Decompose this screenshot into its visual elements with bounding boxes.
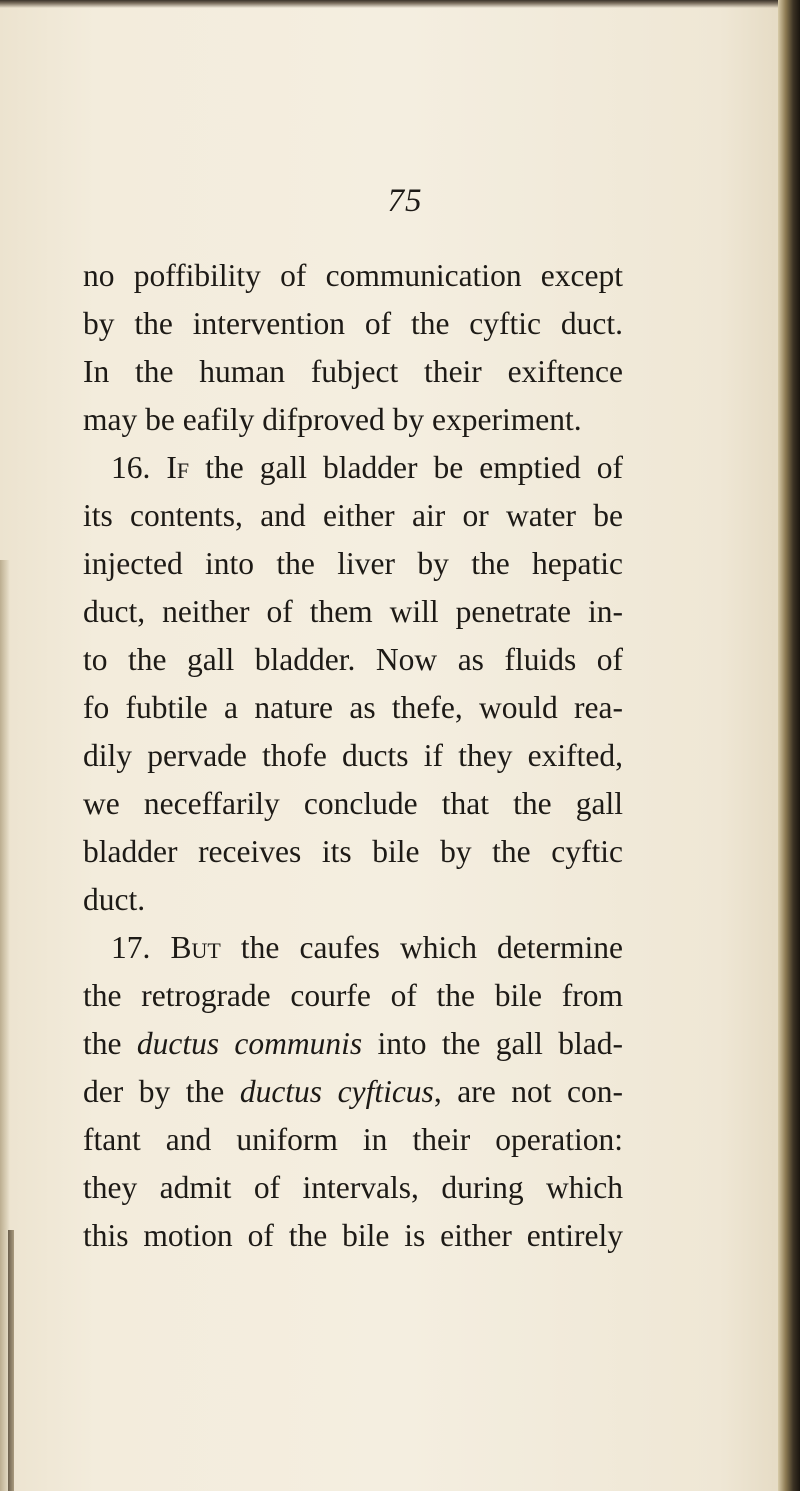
line-prefix: the xyxy=(83,1026,137,1061)
text-line xyxy=(83,588,623,636)
line-text: the retrograde courfe of the bile from xyxy=(83,978,623,1013)
paragraph-number: 17. xyxy=(111,930,151,965)
text-line xyxy=(83,732,623,780)
small-caps-lead: But xyxy=(170,930,221,965)
line-text: this motion of the bile is either entirely xyxy=(83,1218,623,1253)
paragraph-number: 16. xyxy=(111,450,151,485)
line-text: may be eafily difproved by experiment. xyxy=(83,402,582,437)
line-text: they admit of intervals, during which xyxy=(83,1170,623,1205)
line-text: its contents, and either air or water be xyxy=(83,498,623,533)
text-line xyxy=(83,924,623,972)
text-line xyxy=(83,1164,623,1212)
text-line xyxy=(83,636,623,684)
text-line xyxy=(83,348,623,396)
small-caps-lead: If xyxy=(166,450,190,485)
line-text: dily pervade thofe ducts if they exifted, xyxy=(83,738,623,773)
text-line xyxy=(83,780,623,828)
text-line xyxy=(83,1068,623,1116)
text-line xyxy=(83,252,623,300)
line-text: no poffibility of communication except xyxy=(83,258,623,293)
text-line xyxy=(83,540,623,588)
italic-term: ductus communis xyxy=(136,1026,363,1061)
text-line xyxy=(83,1020,623,1068)
text-line xyxy=(83,1212,623,1260)
line-text: bladder receives its bile by the cyftic xyxy=(83,834,623,869)
line-text: we neceffarily conclude that the gall xyxy=(83,786,623,821)
page-number: 75 xyxy=(387,183,423,219)
line-text: injected into the liver by the hepatic xyxy=(83,546,623,581)
text-line xyxy=(83,396,623,444)
line-text: duct. xyxy=(83,882,146,917)
text-line xyxy=(83,684,623,732)
line-text: the gall bladder be emptied of xyxy=(189,450,623,485)
body-text xyxy=(83,252,623,1260)
line-text: into the gall blad- xyxy=(362,1026,624,1061)
binding-strip xyxy=(8,1230,14,1491)
text-line xyxy=(83,1116,623,1164)
line-text: , are not con- xyxy=(433,1074,623,1109)
line-text: by the intervention of the cyftic duct. xyxy=(83,306,623,341)
line-text: the caufes which determine xyxy=(220,930,623,965)
page-gutter-edge xyxy=(778,0,800,1491)
line-text: ftant and uniform in their operation: xyxy=(83,1122,623,1157)
text-line xyxy=(83,300,623,348)
text-line xyxy=(83,492,623,540)
text-line xyxy=(83,828,623,876)
text-line xyxy=(83,876,623,924)
text-line xyxy=(83,972,623,1020)
italic-term: ductus cyfticus xyxy=(239,1074,434,1109)
line-text: to the gall bladder. Now as fluids of xyxy=(83,642,623,677)
top-shadow xyxy=(0,0,790,8)
line-text: In the human fubject their exiftence xyxy=(83,354,623,389)
line-text: duct, neither of them will penetrate in- xyxy=(83,594,623,629)
line-prefix: der by the xyxy=(83,1074,240,1109)
line-text: fo fubtile a nature as thefe, would rea- xyxy=(83,690,623,725)
text-line xyxy=(83,444,623,492)
